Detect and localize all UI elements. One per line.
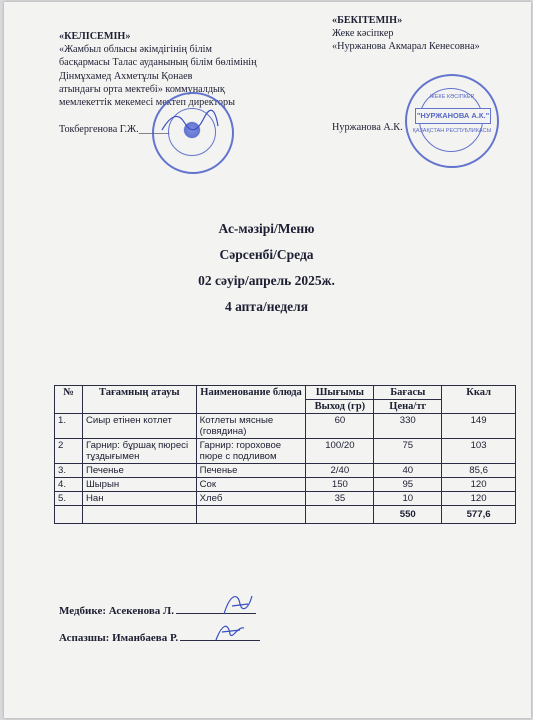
title-line: Сәрсенбі/Среда <box>219 247 314 262</box>
cell-kcal: 120 <box>442 492 516 506</box>
cell-yield: 60 <box>306 414 374 439</box>
cell-num: 2 <box>55 439 83 464</box>
cell-price: 95 <box>374 478 442 492</box>
approval-left-line: атындағы орта мектебі» коммуналдық <box>59 83 225 95</box>
approval-left-line: мемлекеттік мекемесі мектеп директоры <box>59 97 235 109</box>
nurse-signature-icon <box>218 590 258 618</box>
cell-num: 3. <box>55 464 83 478</box>
approval-right-signature: Нуржанова А.К. <box>332 121 403 133</box>
approval-right-heading: «БЕКІТЕМІН» <box>332 15 403 26</box>
table-row <box>55 414 516 439</box>
cell-name-kz: Печенье <box>82 464 196 478</box>
header-name-ru: Наименование блюда <box>196 386 306 414</box>
cell-yield: 100/20 <box>306 439 374 464</box>
cell-num: 5. <box>55 492 83 506</box>
total-price: 550 <box>374 506 442 524</box>
header-price-kz: Бағасы <box>374 386 442 400</box>
cook-label: Аспазшы: Иманбаева Р. <box>59 632 179 644</box>
cell-kcal: 85,6 <box>442 464 516 478</box>
header-yield-ru: Выход (гр) <box>306 400 374 414</box>
stamp-bottom-text: ҚАЗАҚСТАН РЕСПУБЛИКАСЫ <box>412 128 492 134</box>
approval-right-line: «Нуржанова Акмарал Кенесовна» <box>332 41 480 53</box>
header-yield-kz: Шығымы <box>306 386 374 400</box>
approval-right-line: Жеке кәсіпкер <box>332 28 394 40</box>
menu-table <box>54 385 516 524</box>
approval-left-line: басқармасы Талас ауданының білім бөлімінің <box>59 57 257 69</box>
cell-name-ru: Хлеб <box>196 492 306 506</box>
entrepreneur-stamp-icon <box>405 74 499 168</box>
cell-price: 40 <box>374 464 442 478</box>
cell-name-ru: Котлеты мясные (говядина) <box>196 414 306 439</box>
cell-yield: 2/40 <box>306 464 374 478</box>
cell-num: 4. <box>55 478 83 492</box>
cell-name-kz: Нан <box>82 492 196 506</box>
table-row <box>55 492 516 506</box>
table-header-row <box>55 386 516 400</box>
cell-kcal: 149 <box>442 414 516 439</box>
approval-left-line: «Жамбыл облысы әкімдігінің білім <box>59 44 212 56</box>
cell-name-ru: Печенье <box>196 464 306 478</box>
title-line: 02 сәуір/апрель 2025ж. <box>198 273 335 288</box>
header-name-kz: Тағамның атауы <box>82 386 196 414</box>
total-kcal: 577,6 <box>442 506 516 524</box>
cell-name-kz: Сиыр етінен котлет <box>82 414 196 439</box>
cell-num: 1. <box>55 414 83 439</box>
cell-yield: 150 <box>306 478 374 492</box>
approval-left-line: Дінмұхамед Ахметұлы Қонаев <box>59 70 193 82</box>
header-kcal: Ккал <box>442 386 516 414</box>
menu-title <box>0 216 533 320</box>
approval-left-signature: Токбергенова Г.Ж.______ <box>59 124 170 136</box>
header-price-ru: Цена/тг <box>374 400 442 414</box>
stamp-top-text: ЖЕКЕ КӘСІПКЕР <box>429 94 475 100</box>
cell-price: 10 <box>374 492 442 506</box>
cell-price: 75 <box>374 439 442 464</box>
cell-kcal: 103 <box>442 439 516 464</box>
cell-name-ru: Сок <box>196 478 306 492</box>
cell-name-kz: Гарнир: бұршақ пюресі тұздығымен <box>82 439 196 464</box>
table-row <box>55 478 516 492</box>
cell-yield: 35 <box>306 492 374 506</box>
cook-signature-icon <box>212 618 252 644</box>
table-row <box>55 464 516 478</box>
title-line: 4 апта/неделя <box>224 299 309 314</box>
director-signature-icon <box>160 108 220 138</box>
approval-left-heading: «КЕЛІСЕМІН» <box>59 31 131 42</box>
nurse-label: Медбике: Асекенова Л. <box>59 605 174 617</box>
title-line: Ас-мәзірі/Меню <box>218 221 315 236</box>
cell-price: 330 <box>374 414 442 439</box>
cell-kcal: 120 <box>442 478 516 492</box>
table-row <box>55 439 516 464</box>
table-total-row <box>55 506 516 524</box>
cell-name-kz: Шырын <box>82 478 196 492</box>
stamp-name-text: "НУРЖАНОВА А.К." <box>415 108 491 124</box>
cell-name-ru: Гарнир: гороховое пюре с подливом <box>196 439 306 464</box>
header-num: № <box>55 386 83 414</box>
